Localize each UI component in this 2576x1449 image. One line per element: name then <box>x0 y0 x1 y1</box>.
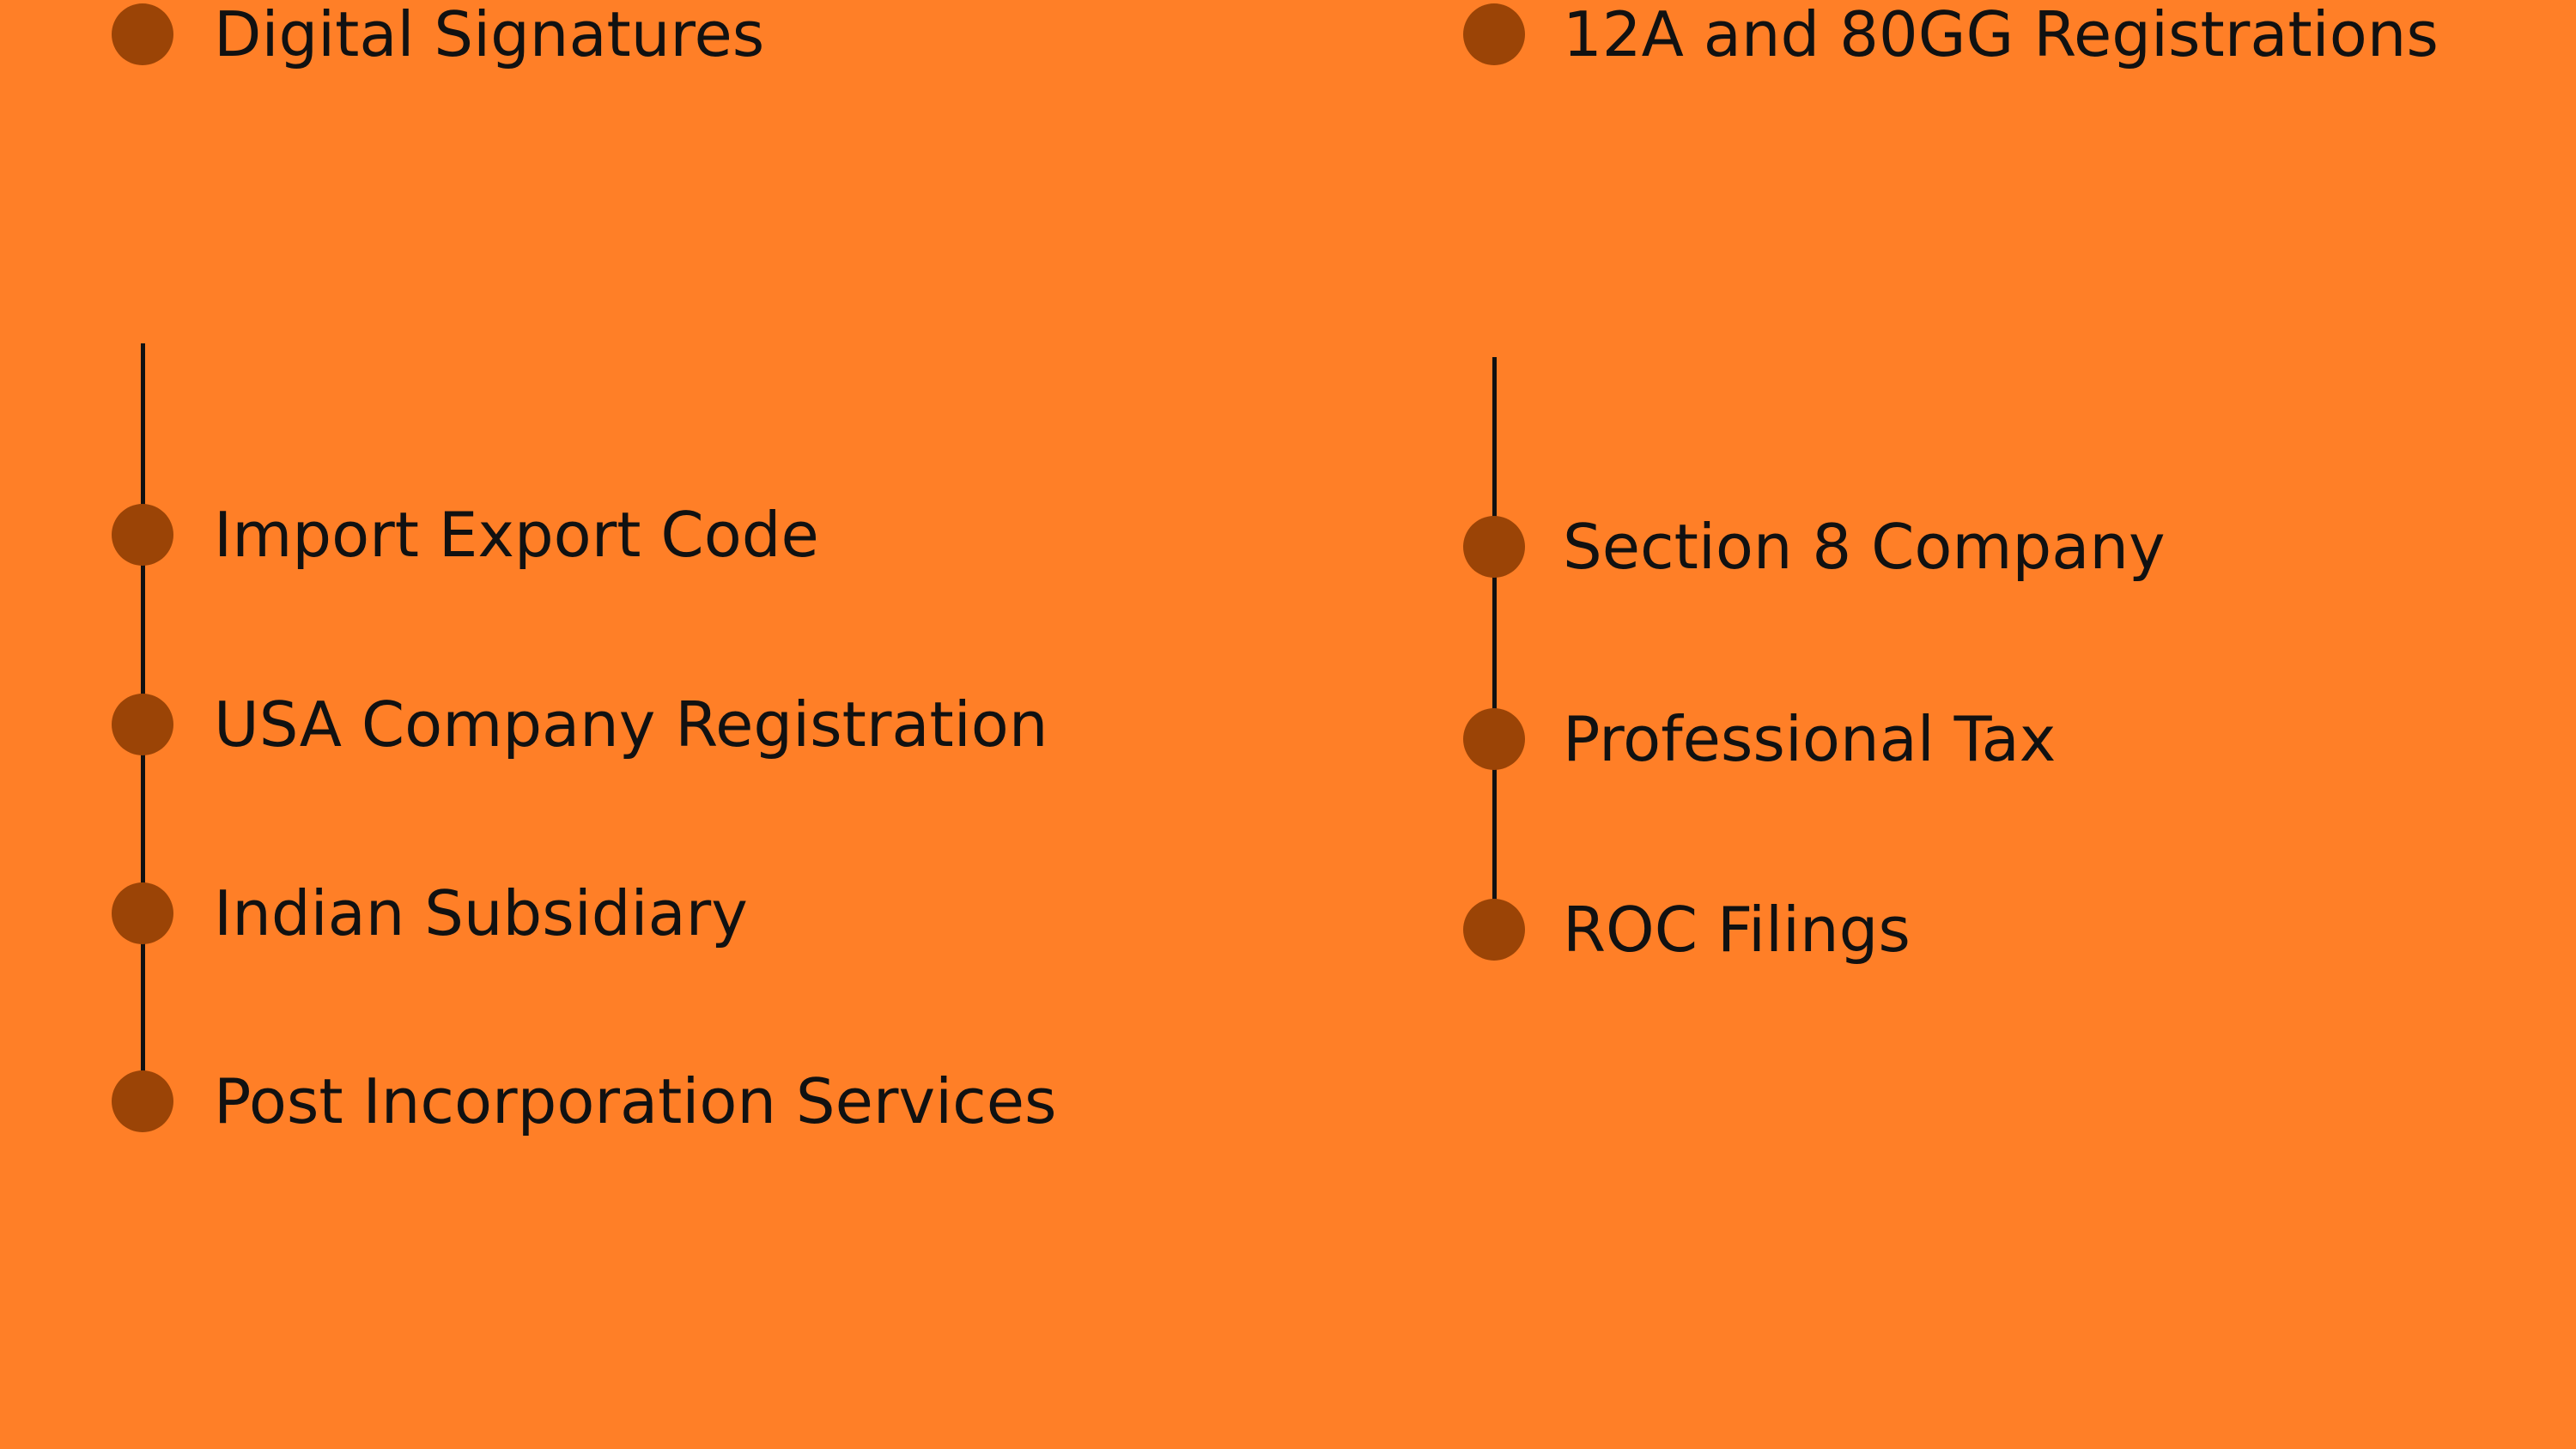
timeline-item-post-incorporation-services <box>0 1067 1202 1136</box>
bullet-dot <box>112 694 173 755</box>
timeline-item-usa-company-registration <box>0 690 1202 759</box>
bullet-dot <box>1463 708 1525 770</box>
right-timeline-line <box>1492 357 1497 929</box>
timeline-item-label: Section 8 Company <box>1563 511 2166 583</box>
timeline-item-label: Post Incorporation Services <box>214 1065 1057 1137</box>
timeline-item-label: Digital Signatures <box>214 0 765 70</box>
timeline-item-label: Import Export Code <box>214 499 819 571</box>
bullet-dot <box>112 882 173 944</box>
timeline-item-indian-subsidiary <box>0 879 1202 948</box>
left-timeline <box>0 0 1202 1449</box>
timeline-item-section-8-company <box>1352 512 2554 581</box>
bullet-dot <box>112 3 173 65</box>
timeline-item-roc-filings <box>1352 895 2554 964</box>
timeline-item-label: ROC Filings <box>1563 894 1911 966</box>
timeline-item-import-export-code <box>0 500 1202 569</box>
right-timeline <box>1352 0 2554 1449</box>
bullet-dot <box>112 1070 173 1132</box>
timeline-item-label: Professional Tax <box>1563 703 2057 775</box>
timeline-item-label: Indian Subsidiary <box>214 877 748 949</box>
bullet-dot <box>1463 516 1525 578</box>
timeline-item-professional-tax <box>1352 705 2554 773</box>
bullet-dot <box>1463 899 1525 961</box>
timeline-item-digital-signatures <box>0 0 1202 69</box>
timeline-item-label: 12A and 80GG Registrations <box>1563 0 2439 70</box>
timeline-item-label: USA Company Registration <box>214 688 1048 761</box>
bullet-dot <box>1463 3 1525 65</box>
bullet-dot <box>112 504 173 566</box>
timeline-item-12a-80gg-registrations <box>1352 0 2554 69</box>
